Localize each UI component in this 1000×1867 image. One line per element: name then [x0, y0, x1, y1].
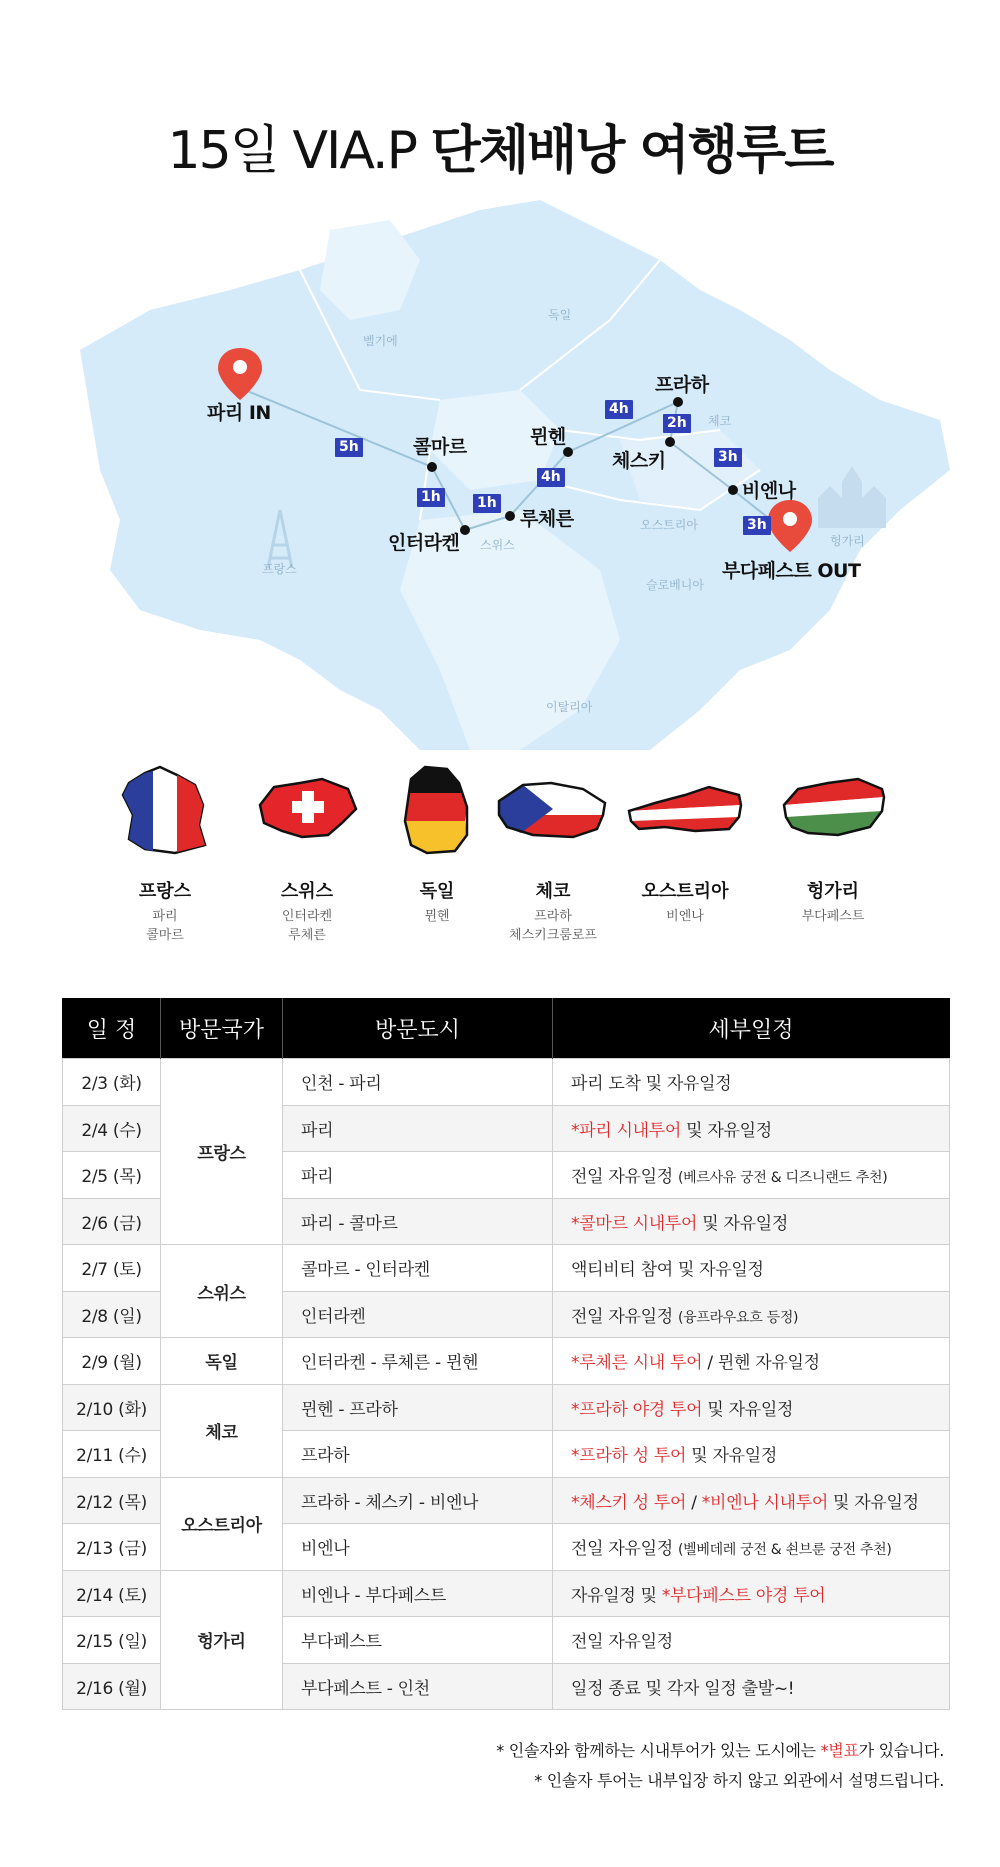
plan-part: 일정 종료 및 각자 일정 출발~!	[571, 1678, 795, 1699]
row-city: 부다페스트 - 인천	[283, 1663, 553, 1710]
plan-part: (베르사유 궁전 & 디즈니랜드 추천)	[677, 1170, 888, 1187]
swiss-flag-icon	[252, 765, 362, 855]
row-date: 2/7 (토)	[63, 1245, 161, 1292]
flag-name-hungary: 헝가리	[806, 881, 860, 902]
city-munich: 뮌헨	[530, 426, 566, 448]
plan-part: 자유일정 및	[571, 1585, 662, 1606]
row-country: 스위스	[161, 1245, 283, 1338]
row-city: 파리 - 콜마르	[283, 1198, 553, 1245]
row-city: 파리	[283, 1152, 553, 1199]
row-city: 비엔나	[283, 1524, 553, 1571]
header-country: 방문국가	[161, 999, 283, 1059]
hungary-flag-icon	[778, 765, 888, 855]
city-lucerne: 루체른	[520, 508, 574, 530]
row-date: 2/9 (월)	[63, 1338, 161, 1385]
schedule-table	[62, 998, 950, 1710]
row-country: 체코	[161, 1384, 283, 1477]
duration-vienna-budapest: 3h	[743, 516, 771, 535]
row-date: 2/13 (금)	[63, 1524, 161, 1571]
row-date: 2/16 (월)	[63, 1663, 161, 1710]
row-plan	[553, 1338, 950, 1385]
row-plan	[553, 1152, 950, 1199]
plan-part: 전일 자유일정	[571, 1167, 678, 1188]
flag-city: 콜마르	[146, 928, 184, 943]
flag-cities-swiss	[232, 907, 382, 945]
flag-city: 루체른	[288, 928, 326, 943]
row-plan	[553, 1198, 950, 1245]
table-row	[63, 1570, 950, 1617]
duration-prague-cesky: 2h	[663, 414, 691, 433]
row-plan	[553, 1663, 950, 1710]
note-line-2: * 인솔자 투어는 내부입장 하지 않고 외관에서 설명드립니다.	[534, 1771, 944, 1790]
row-city: 비엔나 - 부다페스트	[283, 1570, 553, 1617]
country-label-slovenia: 슬로베니아	[646, 578, 704, 592]
note-line-1	[496, 1736, 944, 1766]
row-date: 2/6 (금)	[63, 1198, 161, 1245]
flag-cities-austria	[610, 907, 760, 926]
city-interlaken: 인터라켄	[388, 532, 460, 554]
row-date: 2/3 (화)	[63, 1059, 161, 1106]
row-date: 2/12 (목)	[63, 1477, 161, 1524]
plan-part: / 뮌헨 자유일정	[702, 1353, 820, 1374]
city-prague: 프라하	[655, 374, 709, 396]
flag-cities-hungary	[758, 907, 908, 926]
plan-part: (벨베데레 궁전 & 쇤브룬 궁전 추천)	[677, 1542, 892, 1559]
row-city: 프라하	[283, 1431, 553, 1478]
duration-munich-prague: 4h	[605, 400, 633, 419]
duration-cesky-vienna: 3h	[714, 448, 742, 467]
row-city: 파리	[283, 1105, 553, 1152]
plan-part: 및 자유일정	[697, 1213, 788, 1234]
duration-colmar-interlaken: 1h	[417, 488, 445, 507]
page-title	[0, 108, 1000, 183]
flag-cities-france	[90, 907, 240, 945]
austria-flag-icon	[625, 765, 745, 855]
duration-paris-colmar: 5h	[335, 438, 363, 457]
country-label-france: 프랑스	[262, 562, 297, 576]
flag-item-swiss	[232, 765, 382, 945]
row-date: 2/15 (일)	[63, 1617, 161, 1664]
plan-part: *프라하 야경 투어	[571, 1399, 703, 1420]
row-city: 인터라켄 - 루체른 - 뮌헨	[283, 1338, 553, 1385]
flag-city: 비엔나	[666, 909, 704, 924]
plan-part: (융프라우요흐 등정)	[677, 1309, 799, 1326]
plan-part: 전일 자유일정	[571, 1306, 678, 1327]
plan-part: *비엔나 시내투어	[701, 1492, 828, 1513]
france-flag-icon	[115, 765, 215, 855]
flag-cities-czech	[478, 907, 628, 945]
row-plan	[553, 1431, 950, 1478]
row-city: 인천 - 파리	[283, 1059, 553, 1106]
row-date: 2/5 (목)	[63, 1152, 161, 1199]
note-highlight: *별표	[820, 1741, 859, 1760]
plan-part: 전일 자유일정	[571, 1539, 678, 1560]
plan-part: 및 자유일정	[681, 1120, 772, 1141]
row-plan	[553, 1245, 950, 1292]
city-paris: 파리 IN	[207, 402, 271, 424]
flag-name-germany: 독일	[419, 881, 455, 902]
duration-lucerne-munich: 4h	[537, 468, 565, 487]
row-country: 헝가리	[161, 1570, 283, 1710]
table-row	[63, 1245, 950, 1292]
country-label-belgium: 벨기에	[363, 334, 398, 348]
schedule-header-row	[63, 999, 950, 1059]
header-date: 일 정	[63, 999, 161, 1059]
table-row	[63, 1338, 950, 1385]
row-date: 2/14 (토)	[63, 1570, 161, 1617]
plan-part: *부다페스트 야경 투어	[661, 1585, 826, 1606]
flag-name-austria: 오스트리아	[641, 881, 729, 902]
plan-part: *체스키 성 투어	[571, 1492, 687, 1513]
flag-item-france	[90, 765, 240, 945]
row-plan	[553, 1384, 950, 1431]
header-plan: 세부일정	[553, 999, 950, 1059]
note-text: * 인솔자와 함께하는 시내투어가 있는 도시에는	[496, 1741, 821, 1760]
flag-item-austria	[610, 765, 760, 926]
row-plan	[553, 1617, 950, 1664]
city-cesky: 체스키	[612, 450, 666, 472]
country-label-germany: 독일	[548, 308, 572, 322]
flag-city: 부다페스트	[801, 909, 865, 924]
country-label-swiss: 스위스	[480, 538, 515, 552]
table-row	[63, 1477, 950, 1524]
country-label-czech: 체코	[708, 414, 732, 428]
plan-part: 전일 자유일정	[571, 1632, 673, 1653]
row-city: 프라하 - 체스키 - 비엔나	[283, 1477, 553, 1524]
plan-part: 파리 도착 및 자유일정	[571, 1074, 732, 1095]
row-date: 2/10 (화)	[63, 1384, 161, 1431]
row-city: 뮌헨 - 프라하	[283, 1384, 553, 1431]
title-main: 단체배낭 여행루트	[430, 121, 833, 181]
flag-city: 파리	[152, 909, 178, 924]
plan-part: 및 자유일정	[686, 1446, 777, 1467]
row-plan	[553, 1105, 950, 1152]
flag-city: 인터라켄	[281, 909, 333, 924]
plan-part: *파리 시내투어	[571, 1120, 682, 1141]
row-country: 프랑스	[161, 1059, 283, 1245]
plan-part: 및 자유일정	[827, 1492, 919, 1513]
row-city: 콜마르 - 인터라켄	[283, 1245, 553, 1292]
row-plan	[553, 1477, 950, 1524]
flag-city: 뮌헨	[424, 909, 450, 924]
plan-part: 액티비티 참여 및 자유일정	[571, 1260, 764, 1281]
plan-part: /	[686, 1492, 702, 1513]
flag-name-swiss: 스위스	[280, 881, 334, 902]
city-colmar: 콜마르	[413, 436, 467, 458]
row-date: 2/11 (수)	[63, 1431, 161, 1478]
flag-name-czech: 체코	[535, 881, 571, 902]
country-label-austria: 오스트리아	[640, 518, 698, 532]
flag-city: 프라하	[534, 909, 572, 924]
title-prefix: 15일 VIA.P	[167, 121, 416, 181]
city-budapest: 부다페스트 OUT	[722, 560, 861, 582]
row-country: 독일	[161, 1338, 283, 1385]
row-plan	[553, 1570, 950, 1617]
country-label-hungary: 헝가리	[830, 534, 865, 548]
plan-part: *루체른 시내 투어	[571, 1353, 703, 1374]
row-city: 인터라켄	[283, 1291, 553, 1338]
country-flags	[0, 765, 1000, 955]
row-date: 2/4 (수)	[63, 1105, 161, 1152]
footnotes	[496, 1736, 944, 1796]
row-date: 2/8 (일)	[63, 1291, 161, 1338]
note-text: 가 있습니다.	[858, 1741, 944, 1760]
row-city: 부다페스트	[283, 1617, 553, 1664]
country-label-italy: 이탈리아	[546, 700, 593, 714]
row-plan	[553, 1059, 950, 1106]
city-vienna: 비엔나	[742, 480, 796, 502]
table-row	[63, 1384, 950, 1431]
germany-flag-icon	[397, 765, 477, 855]
czech-flag-icon	[493, 765, 613, 855]
plan-part: *콜마르 시내투어	[571, 1213, 698, 1234]
flag-item-czech	[478, 765, 628, 945]
row-country: 오스트리아	[161, 1477, 283, 1570]
map-background	[0, 190, 1000, 750]
duration-interlaken-lucerne: 1h	[473, 494, 501, 513]
route-map	[0, 190, 1000, 750]
row-plan	[553, 1291, 950, 1338]
flag-item-hungary	[758, 765, 908, 926]
flag-city: 체스키크룸로프	[509, 928, 597, 943]
table-row	[63, 1059, 950, 1106]
header-city: 방문도시	[283, 999, 553, 1059]
schedule-body	[63, 1059, 950, 1710]
flag-name-france: 프랑스	[138, 881, 192, 902]
plan-part: *프라하 성 투어	[571, 1446, 687, 1467]
plan-part: 및 자유일정	[702, 1399, 794, 1420]
row-plan	[553, 1524, 950, 1571]
